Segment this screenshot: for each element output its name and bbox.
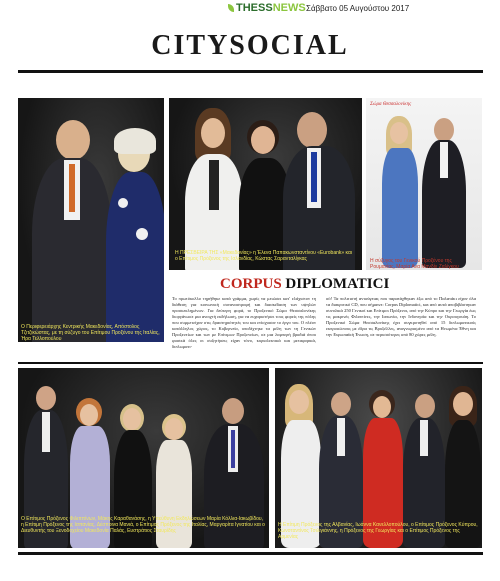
photo-group-five (275, 368, 482, 548)
backdrop-lettering: Σώμα Θεσσαλονίκης (370, 102, 412, 107)
leaf-icon (228, 4, 234, 12)
section-rule (18, 362, 483, 364)
page-title: CITYSOCIAL (151, 30, 349, 61)
issue-date: Σάββατο 05 Αυγούστου 2017 (306, 4, 410, 13)
photo-caption: Ο Επίτιμος Πρόξενος Φιλιππίνων, Μάκης Καραθανάσης, η Υπεύθυνη Εκδηλώσεων Μαρία Κόλλια-Ιακωβίδου, η Επίτιμη Πρόξενος της Ισπανίας, Δέσποινα Μανιά, ο Επίτιμος Πρόξενος της Ιταλίας, Μαργαρίτα Ιγνατίου και ο Διευθυντής του Ξενοδοχείου Μακεδονία Παλάς, Ευστράτιος Σταυρίδης (21, 516, 265, 534)
article-column-2: σό! Τα πολιτιστή ανταύγειας που παρατάχθηκαν έξω από το Παλατάκι είχαν όλα τα διακριτικό CD, που σήμαινε: Corpus Diplomatici, και από αυτά αποβιβάστηκαν συνολικά 250 Γενικοί και Επίτιμοι Πρόξενοι, από την Κύπρο και την Γεωργία έως τις μακρινές Φιλιππίνες, την Ιαπωνία, την Ινδονησία και την Ουρουγουάη. Το Προξενικό Σώμα Θεσσαλονίκης έχει συγκροτηθεί από 15 διπλωματικούς εκπροσώπους με έδρα τις Βρυξέλλες, αναγνωρισμένο από τα Ηνωμένα Έθνη και την Ευρωπαϊκή Ένωση, σε περισσότερες από 80 χώρες μέλη. (326, 296, 476, 337)
photo-group-six (18, 368, 269, 548)
article-headline (220, 276, 389, 293)
bottom-rule (18, 552, 483, 555)
photo-caption: Ο Περιφερειάρχης Κεντρικής Μακεδονίας, Απόστολος Τζιτζικώστας, με τη σύζυγο του Επίτιμου Προξένου της Ιταλίας, Ήρα Τελλοπούλου (21, 324, 160, 342)
photo-caption: Η σύζυγος του Γενικού Προξένου της Ρουμανίας, Μαρία Ανα Μανδίν Ζαλίγκου (370, 258, 459, 270)
logo-news-text: NEWS (272, 2, 306, 14)
photo-caption: Η Επίτιμη Πρόξενος της Αλβανίας, Ιωάννα Κανελλοπούλου, ο Επίτιμος Πρόξενος Κύπρου, Κωνσταντίνος Τσιλιγιάννης, η Πρόξενος της Γεωργίας και ο Επίτιμος Πρόξενος της Αρμενίας (278, 522, 478, 540)
title-rule (18, 70, 483, 73)
photo-couple (366, 98, 482, 270)
headline-diplomatici: DIPLOMATICI (285, 276, 390, 292)
logo-thess-text: THESS (236, 2, 273, 14)
headline-corpus: CORPUS (220, 276, 282, 292)
photo-governor (18, 98, 164, 342)
article-column-1: Το πρωτόκολλο τηρήθηκε κατά γράμμα, χωρίς να μειώσει κατ' ελάχιστον τη διάθεση για κοινωνική συναναστροφή και διασκέδαση των υψηλών προσκεκλημένων. Για δεύτερη φορά, το Προξενικό Σώμα Θεσσαλονίκης διοργάνωσε μια ανοιχτή εκδήλωση, για να ευχαριστήσει τους φορείς της πόλης που συμμετείχαν στις δραστηριότητές του και ενίσχυσαν το έργο του. Ο πλέον κατάλληλος χώρος, το Κυβερνείο, υποδέχτηκε τα μέλη των τη Γενικών Προξενείων και των με Επίτιμων Προξενείων, σε μια λαμπερή βραδιά όπου φυσικά όλες οι συζητήσεις είχαν τόνο, κυριολεκτικά και μεταφορικά, διπλωματι- (172, 296, 316, 349)
photo-caption: Η ΠΡΕΣΒΕΙΡΑ ΤΗΣ «Μακεδονίας» η Έλενα Παπακωνσταντίνου «Eurobank» και ο Επίτιμος Πρόξενος της Ισλανδίας, Κώστας Σαρανταλίγκας (175, 250, 352, 262)
thessnews-logo (228, 2, 306, 14)
photo-three-guests (169, 98, 362, 270)
